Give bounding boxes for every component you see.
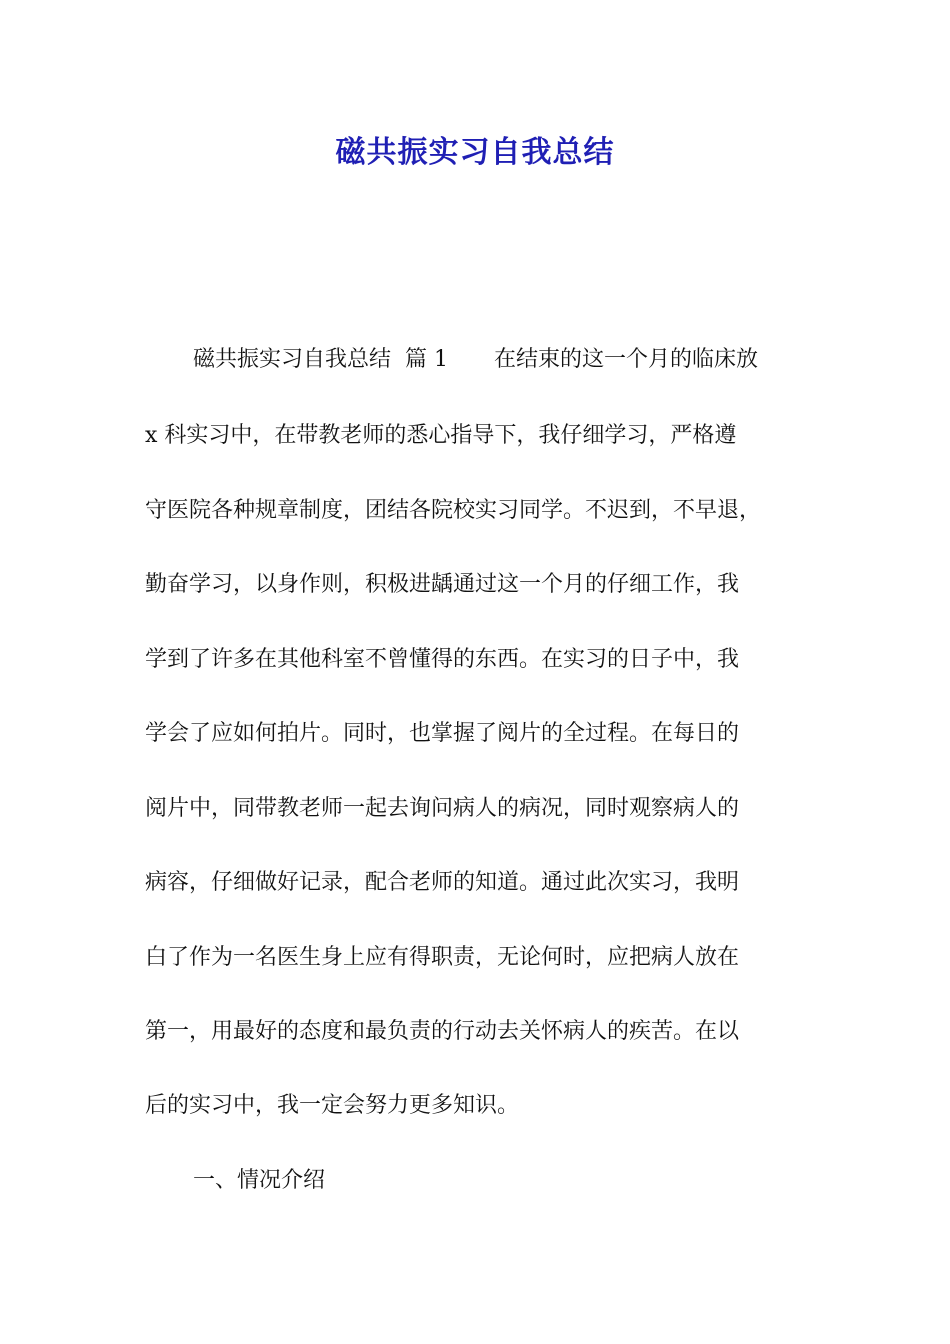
paragraph-line: 守医院各种规章制度，团结各院校实习同学。不迟到，不早退，: [145, 498, 762, 523]
paragraph-line: 病容，仔细做好记录，配合老师的知道。通过此次实习，我明: [145, 870, 740, 895]
paragraph-line: 白了作为一名医生身上应有得职责，无论何时，应把病人放在: [145, 945, 740, 970]
paragraph-line: 勤奋学习，以身作则，积极进龋通过这一个月的仔细工作，我: [145, 572, 740, 597]
paragraph-line: 阅片中，同带教老师一起去询问病人的病况，同时观察病人的: [145, 796, 740, 821]
document-title: 磁共振实习自我总结: [335, 135, 615, 170]
paragraph-line: 第一，用最好的态度和最负责的行动去关怀病人的疾苦。在以: [145, 1019, 740, 1044]
inline-heading: 磁共振实习自我总结: [193, 347, 392, 372]
paragraph-lead: 在结束的这一个月的临床放: [494, 347, 759, 372]
paragraph-line: x 科实习中，在带教老师的悉心指导下，我仔细学习，严格遵: [145, 423, 737, 448]
first-line: [193, 340, 758, 380]
paragraph-line: 学会了应如何拍片。同时，也掌握了阅片的全过程。在每日的: [145, 721, 740, 746]
section-heading: 一、情况介绍: [193, 1168, 326, 1193]
section-number: 篇 1: [405, 347, 449, 372]
paragraph-line: 后的实习中，我一定会努力更多知识。: [145, 1093, 520, 1118]
paragraph-line: 学到了许多在其他科室不曾懂得的东西。在实习的日子中，我: [145, 647, 740, 672]
